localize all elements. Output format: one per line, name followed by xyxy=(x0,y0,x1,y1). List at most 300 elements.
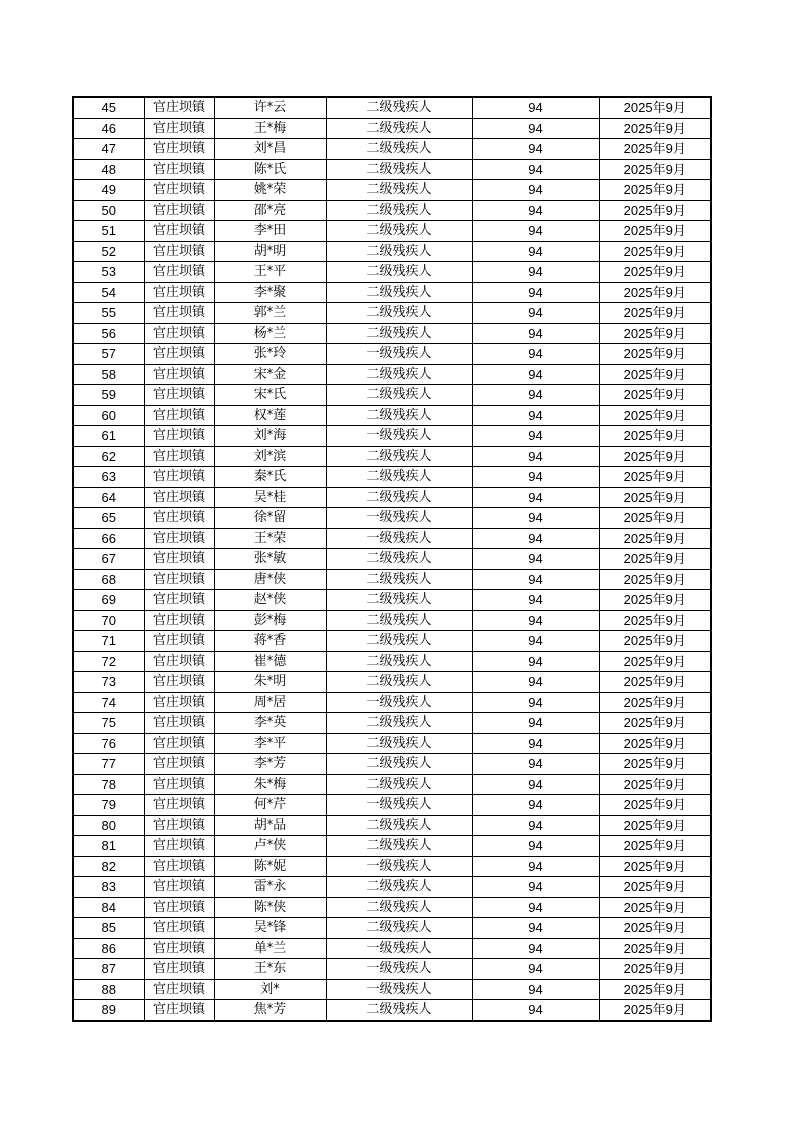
cell-date: 2025年9月 xyxy=(599,426,711,447)
cell-date: 2025年9月 xyxy=(599,672,711,693)
cell-number: 59 xyxy=(73,385,144,406)
cell-number: 63 xyxy=(73,467,144,488)
cell-name: 周*居 xyxy=(214,692,326,713)
table-row xyxy=(73,979,711,1000)
cell-date: 2025年9月 xyxy=(599,385,711,406)
cell-name: 卢*侠 xyxy=(214,836,326,857)
cell-amount: 94 xyxy=(472,487,599,508)
cell-town: 官庄坝镇 xyxy=(144,692,214,713)
cell-number: 67 xyxy=(73,549,144,570)
cell-disability-type: 二级残疾人 xyxy=(326,385,472,406)
cell-number: 77 xyxy=(73,754,144,775)
cell-number: 70 xyxy=(73,610,144,631)
cell-amount: 94 xyxy=(472,979,599,1000)
cell-disability-type: 二级残疾人 xyxy=(326,467,472,488)
table-row xyxy=(73,795,711,816)
cell-number: 87 xyxy=(73,959,144,980)
table-row xyxy=(73,528,711,549)
cell-name: 李*聚 xyxy=(214,282,326,303)
cell-name: 刘*海 xyxy=(214,426,326,447)
cell-name: 赵*侠 xyxy=(214,590,326,611)
table-row xyxy=(73,856,711,877)
cell-amount: 94 xyxy=(472,692,599,713)
cell-number: 64 xyxy=(73,487,144,508)
cell-number: 45 xyxy=(73,97,144,118)
cell-amount: 94 xyxy=(472,754,599,775)
cell-town: 官庄坝镇 xyxy=(144,200,214,221)
cell-date: 2025年9月 xyxy=(599,97,711,118)
cell-date: 2025年9月 xyxy=(599,467,711,488)
cell-disability-type: 二级残疾人 xyxy=(326,200,472,221)
cell-town: 官庄坝镇 xyxy=(144,446,214,467)
cell-town: 官庄坝镇 xyxy=(144,97,214,118)
cell-town: 官庄坝镇 xyxy=(144,836,214,857)
cell-date: 2025年9月 xyxy=(599,610,711,631)
cell-name: 张*敏 xyxy=(214,549,326,570)
cell-number: 65 xyxy=(73,508,144,529)
cell-date: 2025年9月 xyxy=(599,713,711,734)
cell-town: 官庄坝镇 xyxy=(144,938,214,959)
cell-date: 2025年9月 xyxy=(599,938,711,959)
cell-number: 88 xyxy=(73,979,144,1000)
cell-disability-type: 二级残疾人 xyxy=(326,897,472,918)
cell-disability-type: 二级残疾人 xyxy=(326,877,472,898)
cell-name: 许*云 xyxy=(214,97,326,118)
cell-date: 2025年9月 xyxy=(599,549,711,570)
table-row xyxy=(73,344,711,365)
cell-name: 王*平 xyxy=(214,262,326,283)
cell-disability-type: 二级残疾人 xyxy=(326,549,472,570)
cell-number: 83 xyxy=(73,877,144,898)
cell-disability-type: 一级残疾人 xyxy=(326,692,472,713)
cell-disability-type: 二级残疾人 xyxy=(326,241,472,262)
cell-number: 86 xyxy=(73,938,144,959)
cell-town: 官庄坝镇 xyxy=(144,282,214,303)
cell-name: 雷*永 xyxy=(214,877,326,898)
cell-number: 79 xyxy=(73,795,144,816)
cell-number: 56 xyxy=(73,323,144,344)
cell-disability-type: 二级残疾人 xyxy=(326,774,472,795)
cell-name: 秦*氏 xyxy=(214,467,326,488)
cell-amount: 94 xyxy=(472,938,599,959)
cell-town: 官庄坝镇 xyxy=(144,733,214,754)
table-row xyxy=(73,364,711,385)
cell-disability-type: 二级残疾人 xyxy=(326,446,472,467)
cell-town: 官庄坝镇 xyxy=(144,139,214,160)
cell-date: 2025年9月 xyxy=(599,487,711,508)
cell-name: 彭*梅 xyxy=(214,610,326,631)
cell-amount: 94 xyxy=(472,774,599,795)
table-row xyxy=(73,303,711,324)
cell-disability-type: 二级残疾人 xyxy=(326,918,472,939)
cell-number: 53 xyxy=(73,262,144,283)
cell-date: 2025年9月 xyxy=(599,692,711,713)
cell-name: 郭*兰 xyxy=(214,303,326,324)
table-row xyxy=(73,118,711,139)
cell-number: 66 xyxy=(73,528,144,549)
table-row xyxy=(73,221,711,242)
cell-amount: 94 xyxy=(472,897,599,918)
cell-town: 官庄坝镇 xyxy=(144,672,214,693)
cell-town: 官庄坝镇 xyxy=(144,344,214,365)
cell-disability-type: 一级残疾人 xyxy=(326,938,472,959)
cell-town: 官庄坝镇 xyxy=(144,467,214,488)
cell-name: 陈*妮 xyxy=(214,856,326,877)
table-body xyxy=(73,97,711,1021)
cell-town: 官庄坝镇 xyxy=(144,569,214,590)
cell-number: 76 xyxy=(73,733,144,754)
cell-date: 2025年9月 xyxy=(599,590,711,611)
cell-disability-type: 一级残疾人 xyxy=(326,508,472,529)
cell-amount: 94 xyxy=(472,918,599,939)
cell-amount: 94 xyxy=(472,959,599,980)
cell-amount: 94 xyxy=(472,139,599,160)
cell-name: 焦*芳 xyxy=(214,1000,326,1021)
table-row xyxy=(73,200,711,221)
disability-subsidy-table xyxy=(72,96,712,1022)
table-row xyxy=(73,385,711,406)
cell-name: 陈*氏 xyxy=(214,159,326,180)
cell-amount: 94 xyxy=(472,467,599,488)
cell-number: 60 xyxy=(73,405,144,426)
cell-town: 官庄坝镇 xyxy=(144,713,214,734)
cell-date: 2025年9月 xyxy=(599,754,711,775)
cell-name: 蒋*香 xyxy=(214,631,326,652)
table-row xyxy=(73,754,711,775)
cell-disability-type: 二级残疾人 xyxy=(326,672,472,693)
table-row xyxy=(73,323,711,344)
table-row xyxy=(73,508,711,529)
table-row xyxy=(73,836,711,857)
cell-disability-type: 二级残疾人 xyxy=(326,159,472,180)
cell-disability-type: 一级残疾人 xyxy=(326,856,472,877)
cell-amount: 94 xyxy=(472,180,599,201)
cell-number: 68 xyxy=(73,569,144,590)
cell-disability-type: 一级残疾人 xyxy=(326,979,472,1000)
cell-date: 2025年9月 xyxy=(599,1000,711,1021)
cell-name: 崔*德 xyxy=(214,651,326,672)
cell-name: 朱*梅 xyxy=(214,774,326,795)
cell-town: 官庄坝镇 xyxy=(144,364,214,385)
cell-town: 官庄坝镇 xyxy=(144,528,214,549)
cell-town: 官庄坝镇 xyxy=(144,631,214,652)
table-row xyxy=(73,692,711,713)
table-row xyxy=(73,713,711,734)
cell-amount: 94 xyxy=(472,610,599,631)
cell-number: 82 xyxy=(73,856,144,877)
cell-town: 官庄坝镇 xyxy=(144,610,214,631)
cell-amount: 94 xyxy=(472,549,599,570)
cell-date: 2025年9月 xyxy=(599,446,711,467)
cell-date: 2025年9月 xyxy=(599,897,711,918)
cell-name: 刘*滨 xyxy=(214,446,326,467)
cell-town: 官庄坝镇 xyxy=(144,651,214,672)
cell-amount: 94 xyxy=(472,631,599,652)
cell-date: 2025年9月 xyxy=(599,774,711,795)
cell-number: 61 xyxy=(73,426,144,447)
cell-number: 51 xyxy=(73,221,144,242)
cell-town: 官庄坝镇 xyxy=(144,241,214,262)
cell-date: 2025年9月 xyxy=(599,815,711,836)
cell-name: 宋*金 xyxy=(214,364,326,385)
cell-date: 2025年9月 xyxy=(599,877,711,898)
cell-town: 官庄坝镇 xyxy=(144,426,214,447)
cell-date: 2025年9月 xyxy=(599,979,711,1000)
cell-amount: 94 xyxy=(472,733,599,754)
cell-number: 57 xyxy=(73,344,144,365)
table-row xyxy=(73,569,711,590)
cell-disability-type: 二级残疾人 xyxy=(326,590,472,611)
cell-number: 48 xyxy=(73,159,144,180)
table-row xyxy=(73,631,711,652)
cell-disability-type: 二级残疾人 xyxy=(326,97,472,118)
cell-date: 2025年9月 xyxy=(599,200,711,221)
cell-amount: 94 xyxy=(472,877,599,898)
cell-disability-type: 二级残疾人 xyxy=(326,262,472,283)
cell-amount: 94 xyxy=(472,364,599,385)
cell-date: 2025年9月 xyxy=(599,569,711,590)
cell-number: 73 xyxy=(73,672,144,693)
cell-disability-type: 二级残疾人 xyxy=(326,487,472,508)
cell-date: 2025年9月 xyxy=(599,221,711,242)
cell-date: 2025年9月 xyxy=(599,364,711,385)
cell-disability-type: 二级残疾人 xyxy=(326,815,472,836)
cell-number: 80 xyxy=(73,815,144,836)
cell-name: 刘*昌 xyxy=(214,139,326,160)
table-row xyxy=(73,774,711,795)
cell-name: 宋*氏 xyxy=(214,385,326,406)
cell-disability-type: 二级残疾人 xyxy=(326,405,472,426)
table-row xyxy=(73,262,711,283)
table-row xyxy=(73,426,711,447)
cell-town: 官庄坝镇 xyxy=(144,856,214,877)
cell-amount: 94 xyxy=(472,303,599,324)
cell-town: 官庄坝镇 xyxy=(144,262,214,283)
cell-town: 官庄坝镇 xyxy=(144,979,214,1000)
cell-town: 官庄坝镇 xyxy=(144,959,214,980)
cell-date: 2025年9月 xyxy=(599,344,711,365)
cell-amount: 94 xyxy=(472,446,599,467)
cell-date: 2025年9月 xyxy=(599,303,711,324)
cell-name: 何*芹 xyxy=(214,795,326,816)
cell-name: 陈*侠 xyxy=(214,897,326,918)
cell-number: 55 xyxy=(73,303,144,324)
cell-date: 2025年9月 xyxy=(599,918,711,939)
cell-amount: 94 xyxy=(472,651,599,672)
cell-disability-type: 二级残疾人 xyxy=(326,118,472,139)
cell-disability-type: 一级残疾人 xyxy=(326,795,472,816)
cell-amount: 94 xyxy=(472,282,599,303)
cell-disability-type: 二级残疾人 xyxy=(326,631,472,652)
cell-town: 官庄坝镇 xyxy=(144,508,214,529)
cell-town: 官庄坝镇 xyxy=(144,1000,214,1021)
cell-name: 王*荣 xyxy=(214,528,326,549)
table-row xyxy=(73,446,711,467)
table-row xyxy=(73,672,711,693)
cell-amount: 94 xyxy=(472,344,599,365)
cell-town: 官庄坝镇 xyxy=(144,590,214,611)
cell-number: 89 xyxy=(73,1000,144,1021)
cell-number: 78 xyxy=(73,774,144,795)
cell-amount: 94 xyxy=(472,1000,599,1021)
cell-number: 47 xyxy=(73,139,144,160)
cell-town: 官庄坝镇 xyxy=(144,487,214,508)
cell-amount: 94 xyxy=(472,323,599,344)
cell-disability-type: 一级残疾人 xyxy=(326,344,472,365)
cell-name: 张*玲 xyxy=(214,344,326,365)
cell-disability-type: 一级残疾人 xyxy=(326,426,472,447)
cell-number: 58 xyxy=(73,364,144,385)
table-row xyxy=(73,610,711,631)
cell-number: 85 xyxy=(73,918,144,939)
cell-amount: 94 xyxy=(472,405,599,426)
table-row xyxy=(73,938,711,959)
cell-date: 2025年9月 xyxy=(599,323,711,344)
table-row xyxy=(73,180,711,201)
cell-name: 姚*荣 xyxy=(214,180,326,201)
table-row xyxy=(73,549,711,570)
cell-amount: 94 xyxy=(472,815,599,836)
table-row xyxy=(73,897,711,918)
cell-disability-type: 一级残疾人 xyxy=(326,528,472,549)
cell-number: 75 xyxy=(73,713,144,734)
cell-town: 官庄坝镇 xyxy=(144,815,214,836)
cell-amount: 94 xyxy=(472,569,599,590)
cell-date: 2025年9月 xyxy=(599,139,711,160)
cell-amount: 94 xyxy=(472,508,599,529)
table-row xyxy=(73,97,711,118)
cell-amount: 94 xyxy=(472,118,599,139)
cell-amount: 94 xyxy=(472,221,599,242)
cell-name: 李*平 xyxy=(214,733,326,754)
cell-amount: 94 xyxy=(472,385,599,406)
cell-date: 2025年9月 xyxy=(599,159,711,180)
cell-name: 徐*留 xyxy=(214,508,326,529)
table-row xyxy=(73,1000,711,1021)
cell-name: 刘* xyxy=(214,979,326,1000)
cell-number: 62 xyxy=(73,446,144,467)
table-row xyxy=(73,877,711,898)
cell-town: 官庄坝镇 xyxy=(144,323,214,344)
cell-amount: 94 xyxy=(472,672,599,693)
table-row xyxy=(73,282,711,303)
cell-number: 69 xyxy=(73,590,144,611)
cell-disability-type: 二级残疾人 xyxy=(326,139,472,160)
cell-name: 杨*兰 xyxy=(214,323,326,344)
cell-date: 2025年9月 xyxy=(599,959,711,980)
cell-date: 2025年9月 xyxy=(599,405,711,426)
cell-number: 74 xyxy=(73,692,144,713)
cell-name: 唐*侠 xyxy=(214,569,326,590)
cell-name: 吴*锋 xyxy=(214,918,326,939)
cell-number: 50 xyxy=(73,200,144,221)
cell-name: 单*兰 xyxy=(214,938,326,959)
cell-disability-type: 二级残疾人 xyxy=(326,303,472,324)
cell-date: 2025年9月 xyxy=(599,508,711,529)
cell-town: 官庄坝镇 xyxy=(144,549,214,570)
cell-amount: 94 xyxy=(472,262,599,283)
cell-number: 81 xyxy=(73,836,144,857)
cell-disability-type: 二级残疾人 xyxy=(326,754,472,775)
cell-town: 官庄坝镇 xyxy=(144,221,214,242)
cell-amount: 94 xyxy=(472,200,599,221)
cell-date: 2025年9月 xyxy=(599,528,711,549)
cell-town: 官庄坝镇 xyxy=(144,159,214,180)
table-row xyxy=(73,733,711,754)
cell-town: 官庄坝镇 xyxy=(144,918,214,939)
cell-name: 邵*亮 xyxy=(214,200,326,221)
table-row xyxy=(73,959,711,980)
cell-name: 王*梅 xyxy=(214,118,326,139)
cell-date: 2025年9月 xyxy=(599,241,711,262)
cell-town: 官庄坝镇 xyxy=(144,897,214,918)
cell-amount: 94 xyxy=(472,856,599,877)
table-row xyxy=(73,487,711,508)
cell-town: 官庄坝镇 xyxy=(144,303,214,324)
cell-date: 2025年9月 xyxy=(599,795,711,816)
cell-date: 2025年9月 xyxy=(599,631,711,652)
cell-disability-type: 二级残疾人 xyxy=(326,221,472,242)
cell-name: 李*英 xyxy=(214,713,326,734)
cell-name: 吴*桂 xyxy=(214,487,326,508)
cell-town: 官庄坝镇 xyxy=(144,754,214,775)
cell-disability-type: 二级残疾人 xyxy=(326,836,472,857)
cell-number: 71 xyxy=(73,631,144,652)
cell-name: 李*芳 xyxy=(214,754,326,775)
cell-town: 官庄坝镇 xyxy=(144,877,214,898)
cell-disability-type: 二级残疾人 xyxy=(326,713,472,734)
cell-amount: 94 xyxy=(472,97,599,118)
cell-amount: 94 xyxy=(472,836,599,857)
cell-date: 2025年9月 xyxy=(599,282,711,303)
cell-name: 朱*明 xyxy=(214,672,326,693)
table-row xyxy=(73,139,711,160)
cell-amount: 94 xyxy=(472,795,599,816)
cell-name: 胡*明 xyxy=(214,241,326,262)
table-row xyxy=(73,815,711,836)
cell-amount: 94 xyxy=(472,713,599,734)
cell-amount: 94 xyxy=(472,241,599,262)
cell-amount: 94 xyxy=(472,590,599,611)
cell-disability-type: 二级残疾人 xyxy=(326,610,472,631)
cell-name: 权*莲 xyxy=(214,405,326,426)
table-row xyxy=(73,241,711,262)
cell-town: 官庄坝镇 xyxy=(144,118,214,139)
cell-town: 官庄坝镇 xyxy=(144,795,214,816)
cell-name: 王*东 xyxy=(214,959,326,980)
table-row xyxy=(73,467,711,488)
cell-date: 2025年9月 xyxy=(599,118,711,139)
cell-number: 84 xyxy=(73,897,144,918)
cell-town: 官庄坝镇 xyxy=(144,180,214,201)
cell-disability-type: 二级残疾人 xyxy=(326,651,472,672)
cell-number: 46 xyxy=(73,118,144,139)
cell-town: 官庄坝镇 xyxy=(144,405,214,426)
cell-amount: 94 xyxy=(472,426,599,447)
cell-date: 2025年9月 xyxy=(599,733,711,754)
table-row xyxy=(73,590,711,611)
cell-name: 胡*品 xyxy=(214,815,326,836)
cell-disability-type: 一级残疾人 xyxy=(326,959,472,980)
cell-disability-type: 二级残疾人 xyxy=(326,282,472,303)
cell-disability-type: 二级残疾人 xyxy=(326,569,472,590)
cell-number: 72 xyxy=(73,651,144,672)
cell-amount: 94 xyxy=(472,528,599,549)
cell-town: 官庄坝镇 xyxy=(144,774,214,795)
cell-disability-type: 二级残疾人 xyxy=(326,364,472,385)
cell-date: 2025年9月 xyxy=(599,262,711,283)
cell-disability-type: 二级残疾人 xyxy=(326,323,472,344)
